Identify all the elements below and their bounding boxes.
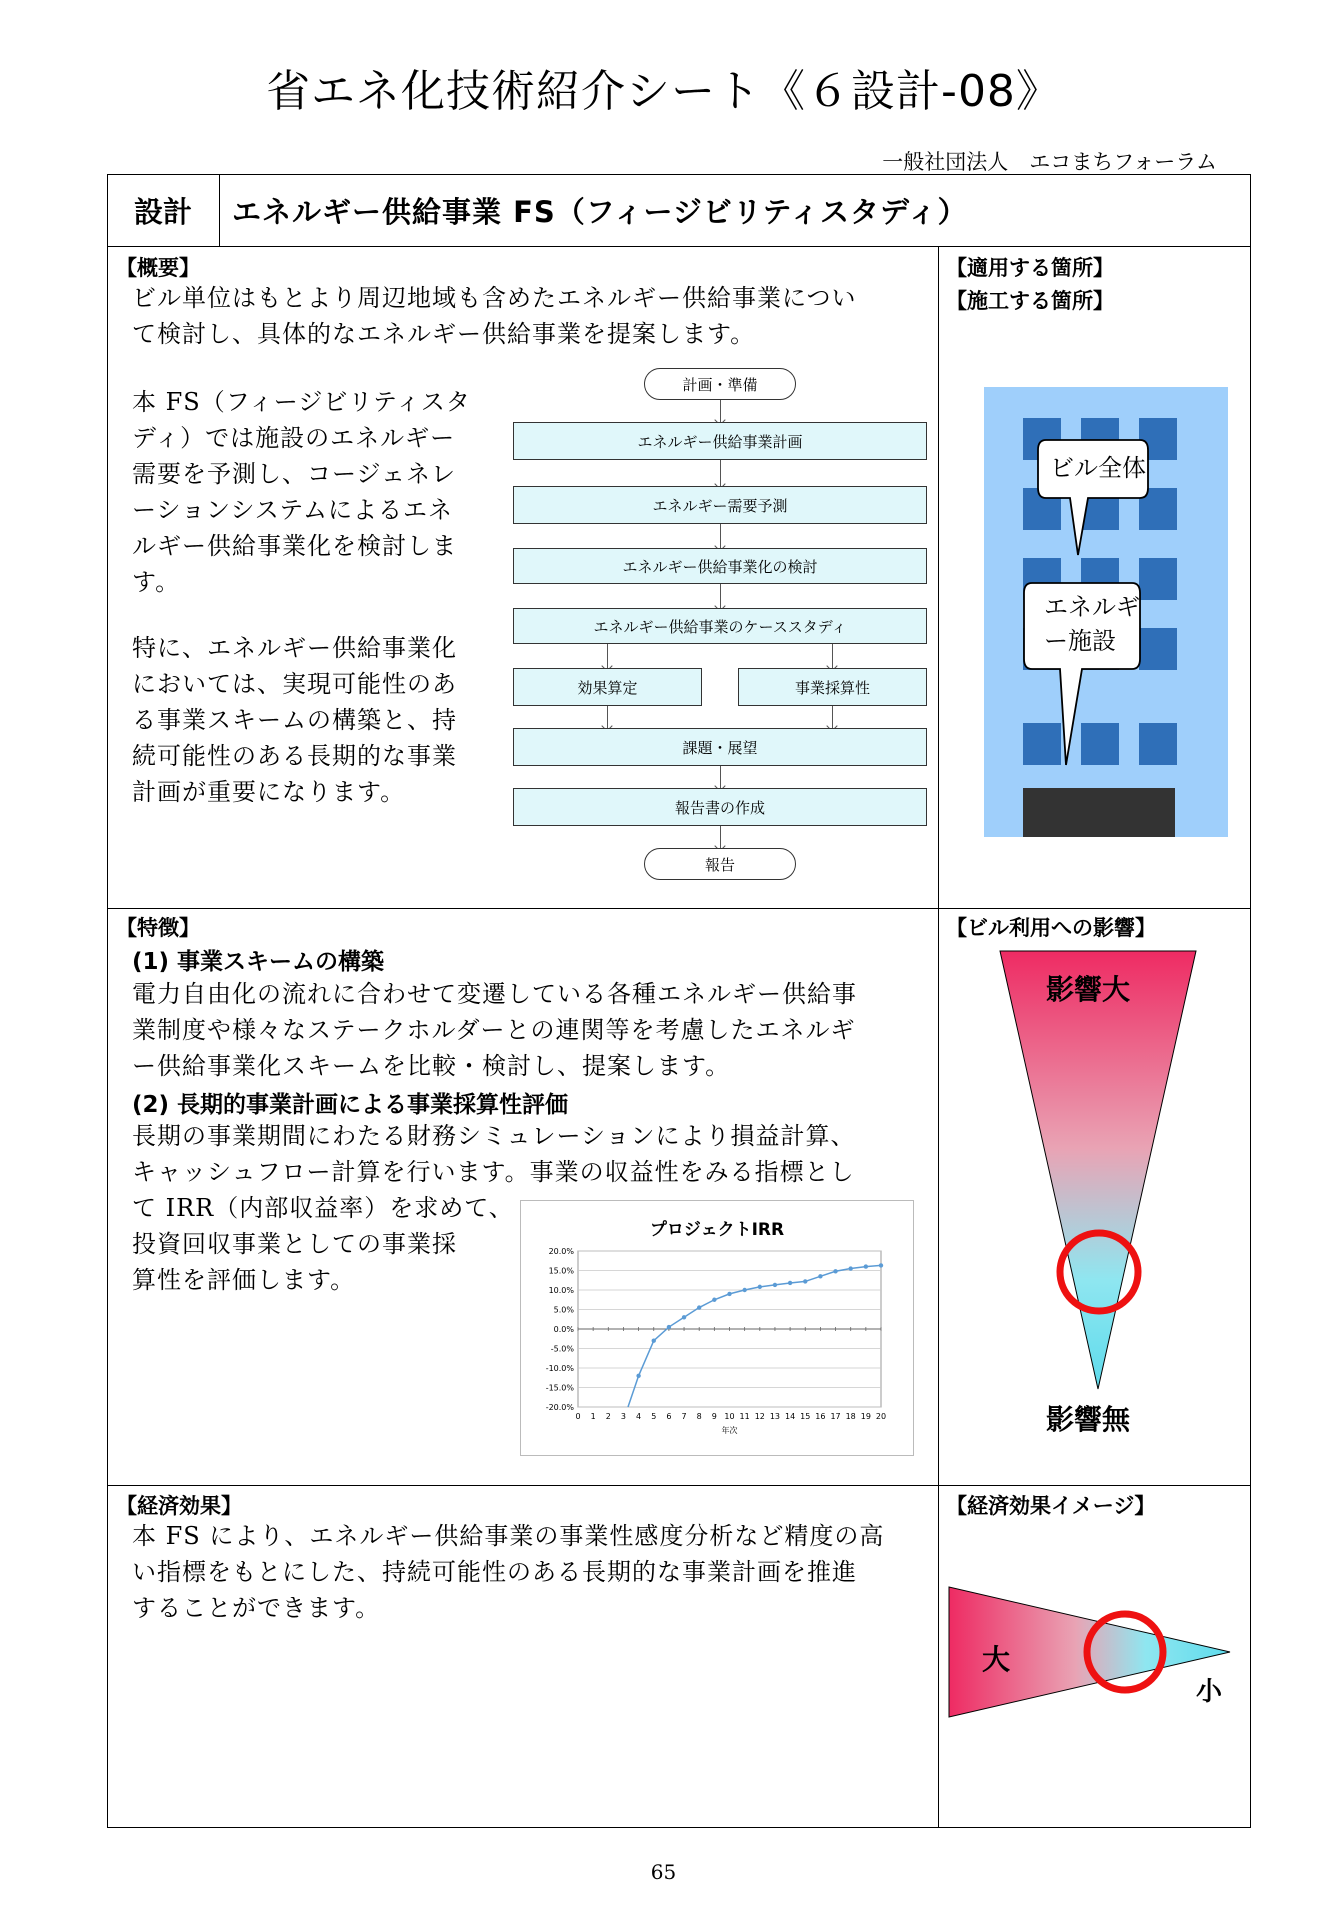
arrow-icon [832,706,833,728]
flow-step: 効果算定 [513,668,702,706]
arrow-icon [720,460,721,486]
economic-label: 【経済効果】 [116,1494,242,1518]
text-line: エネルギ [1044,593,1140,621]
x-axis-label: 年次 [721,1426,738,1435]
flow-step: 報告書の作成 [513,788,927,826]
x-tick-label: 19 [860,1412,871,1421]
arrow-icon [720,524,721,548]
text-line: ディ）では施設のエネルギー [132,424,456,452]
y-tick-label: 10.0% [548,1286,574,1295]
x-tick-label: 3 [620,1412,626,1421]
x-tick-label: 15 [800,1412,811,1421]
text-line: て検討し、具体的なエネルギー供給事業を提案します。 [132,320,756,348]
impact-high-label: 影響大 [1046,973,1131,1006]
applicable-label: 【適用する箇所】 [946,256,1114,280]
text-line: ビル単位はもとより周辺地域も含めたエネルギー供給事業につい [132,284,857,312]
x-tick-label: 6 [666,1412,672,1421]
x-tick-label: 0 [575,1412,581,1421]
text-line: においては、実現可能性のあ [132,670,457,698]
x-tick-label: 18 [845,1412,856,1421]
y-tick-label: 20.0% [548,1247,574,1256]
y-tick-label: -5.0% [550,1344,574,1354]
organization-name: 一般社団法人 エコまちフォーラム [882,150,1217,174]
features-label: 【特徴】 [116,916,200,940]
flow-end: 報告 [644,848,796,880]
impact-label: 【ビル利用への影響】 [946,916,1156,940]
text-line: ーションシステムによるエネ [132,496,454,524]
text-line: 特に、エネルギー供給事業化 [132,634,457,662]
text-line: い指標をもとにした、持続可能性のある長期的な事業計画を推進 [132,1558,857,1586]
irr-series-line [628,1265,881,1407]
x-tick-label: 7 [681,1412,687,1421]
economic-big-label: 大 [982,1643,1011,1676]
irr-data-point [697,1305,701,1309]
x-tick-label: 17 [830,1412,841,1421]
text-line: 長期の事業期間にわたる財務シミュレーションにより損益計算、 [132,1122,856,1150]
overview-label: 【概要】 [116,256,200,280]
divider [219,174,220,246]
flow-start: 計画・準備 [644,368,796,400]
irr-data-point [636,1374,640,1378]
text-line: ー供給事業化スキームを比較・検討し、提案します。 [132,1052,731,1080]
text-line: ー施設 [1044,627,1116,655]
chart-title: プロジェクトIRR [649,1220,785,1240]
irr-data-point [818,1274,822,1278]
technology-title: エネルギー供給事業 FS（フィージビリティスタディ） [232,195,968,229]
x-tick-label: 11 [739,1412,750,1421]
flow-step: エネルギー供給事業計画 [513,422,927,460]
irr-data-point [773,1283,777,1287]
arrow-icon [832,644,833,668]
irr-data-point [833,1269,837,1273]
text-line: す。 [132,568,181,596]
arrow-icon [720,766,721,788]
x-tick-label: 5 [651,1412,657,1421]
impact-triangle [990,945,1210,1400]
irr-data-point [758,1285,762,1289]
arrow-icon [720,400,721,422]
text-line: 業制度や様々なステークホルダーとの連関等を考慮したエネルギ [132,1016,856,1044]
x-tick-label: 10 [724,1412,735,1421]
x-tick-label: 9 [711,1412,717,1421]
y-tick-label: 0.0% [553,1325,574,1334]
impact-gradient-triangle [1000,951,1196,1389]
x-tick-label: 4 [636,1412,642,1421]
text-line: ルギー供給事業化を検討しま [132,532,457,560]
irr-data-point [652,1339,656,1343]
feature-1-heading: (1) 事業スキームの構築 [132,949,385,975]
page-number: 65 [650,1860,677,1884]
flow-step: 課題・展望 [513,728,927,766]
bubble-energy-text [1044,590,1140,658]
chart-plot [521,1201,913,1455]
divider [938,246,939,1828]
economic-text [132,1518,932,1626]
y-tick-label: 15.0% [548,1266,574,1276]
bubble-building-text: ビル全体 [1050,454,1146,482]
arrow-icon [720,826,721,848]
text-line: 電力自由化の流れに合わせて変遷している各種エネルギー供給事 [132,980,857,1008]
text-line: 続可能性のある長期的な事業 [132,742,457,770]
arrow-icon [720,584,721,608]
irr-chart [520,1200,914,1456]
feature-1-text [132,976,932,1084]
text-line: 本 FS（フィージビリティスタ [132,388,471,416]
text-line: て IRR（内部収益率）を求めて、 [132,1194,514,1222]
irr-data-point [667,1325,671,1329]
overview-text [132,280,932,352]
divider [107,1485,1251,1486]
x-tick-label: 14 [785,1412,796,1421]
irr-data-point [682,1315,686,1319]
irr-data-point [727,1292,731,1296]
sheet-title: 省エネ化技術紹介シート《６設計-08》 [266,66,1061,117]
divider [107,246,1251,247]
x-tick-label: 13 [769,1412,781,1421]
y-tick-label: -20.0% [545,1403,574,1412]
irr-data-point [712,1298,716,1302]
economic-image-label: 【経済効果イメージ】 [946,1494,1156,1518]
text-line: キャッシュフロー計算を行います。事業の収益性をみる指標とし [132,1158,855,1186]
text-line: 計画が重要になります。 [132,778,406,806]
feature-2-heading: (2) 長期的事業計画による事業採算性評価 [132,1092,569,1118]
irr-data-point [879,1263,883,1267]
x-tick-label: 16 [815,1412,826,1421]
text-line: 投資回収事業としての事業採 [132,1230,457,1258]
text-line: る事業スキームの構築と、持 [132,706,457,734]
x-tick-label: 1 [590,1412,596,1421]
text-line: 算性を評価します。 [132,1266,356,1294]
x-tick-label: 8 [696,1412,702,1421]
y-tick-label: 5.0% [553,1305,574,1315]
irr-data-point [864,1264,868,1268]
text-line: することができます。 [132,1594,381,1622]
x-tick-label: 20 [875,1412,887,1421]
overview-paragraph-3 [132,630,512,810]
irr-data-point [788,1281,792,1285]
arrow-icon [607,644,608,668]
text-line: 本 FS により、エネルギー供給事業の事業性感度分析など精度の高 [132,1522,885,1550]
flow-step: エネルギー供給事業化の検討 [513,548,927,584]
x-tick-label: 2 [605,1412,611,1421]
construction-label: 【施工する箇所】 [946,289,1114,313]
irr-data-point [849,1266,853,1270]
building-entrance [1023,788,1175,837]
irr-data-point [742,1288,746,1292]
y-tick-label: -15.0% [545,1383,574,1393]
irr-data-point [803,1279,807,1283]
category-label: 設計 [134,195,193,229]
flow-step: エネルギー需要予測 [513,486,927,524]
divider [107,908,1251,909]
flow-step: エネルギー供給事業のケーススタディ [513,608,927,644]
arrow-icon [607,706,608,728]
x-tick-label: 12 [754,1412,765,1421]
flow-step: 事業採算性 [738,668,927,706]
y-tick-label: -10.0% [545,1364,574,1373]
economic-small-label: 小 [1196,1677,1223,1707]
impact-none-label: 影響無 [1046,1403,1131,1436]
overview-paragraph-2 [132,384,512,600]
text-line: 需要を予測し、コージェネレ [132,460,457,488]
